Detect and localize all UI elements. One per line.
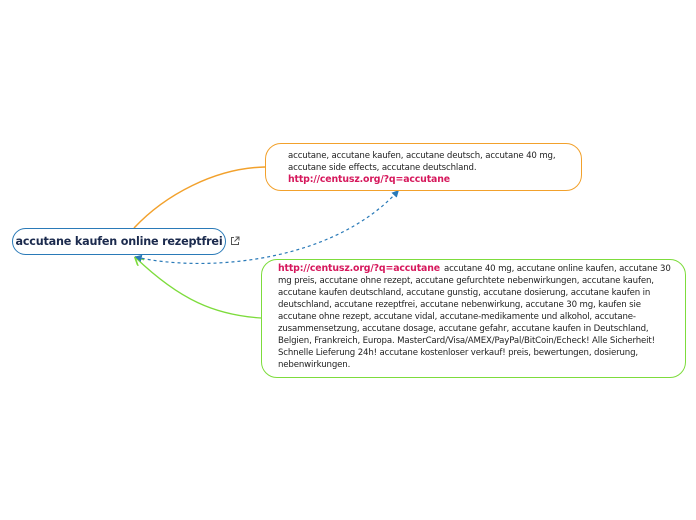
external-link-icon[interactable] [230,236,240,246]
description-text: accutane 40 mg, accutane online kaufen, accutane 30 mg preis, accutane ohne rezept, accutane gefurchtete nebenwirkungen, accutane kaufen, accutane kaufen deutschland, accutane gunstig, accutane dosierung, accutane kaufen in deutschland, accutane rezeptfrei, accutane nebenwirkung, accutane 30 mg, kaufen sie accutane ohne rezept, accutane vidal, accutane-medikamente und alkohol, accutane-zusammensetzung, accutane dosage, accutane gefahr, accutane kaufen in Deutschland, Belgien, Frankreich, Europa. MasterCard/Visa/AMEX/PayPal/BitCoin/Echeck! Alle Sicherheit! Schnelle Lieferung 24h! accutane kostenloser verkauf! preis, bewertungen, dosierung, nebenwirkungen. [278,264,671,370]
branch-line-green [136,258,261,318]
root-topic-node[interactable] [12,228,226,255]
topic-node-description[interactable] [261,259,686,378]
topic-node-keywords[interactable] [265,143,582,191]
description-url-link[interactable]: http://centusz.org/?q=accutane [278,263,440,274]
keywords-text: accutane, accutane kaufen, accutane deutsch, accutane 40 mg, accutane side effects, accutane deutschland. [288,151,556,173]
root-topic-label: accutane kaufen online rezeptfrei [15,235,223,248]
branch-line-orange [134,167,265,228]
keywords-url-link[interactable]: http://centusz.org/?q=accutane [288,174,450,185]
